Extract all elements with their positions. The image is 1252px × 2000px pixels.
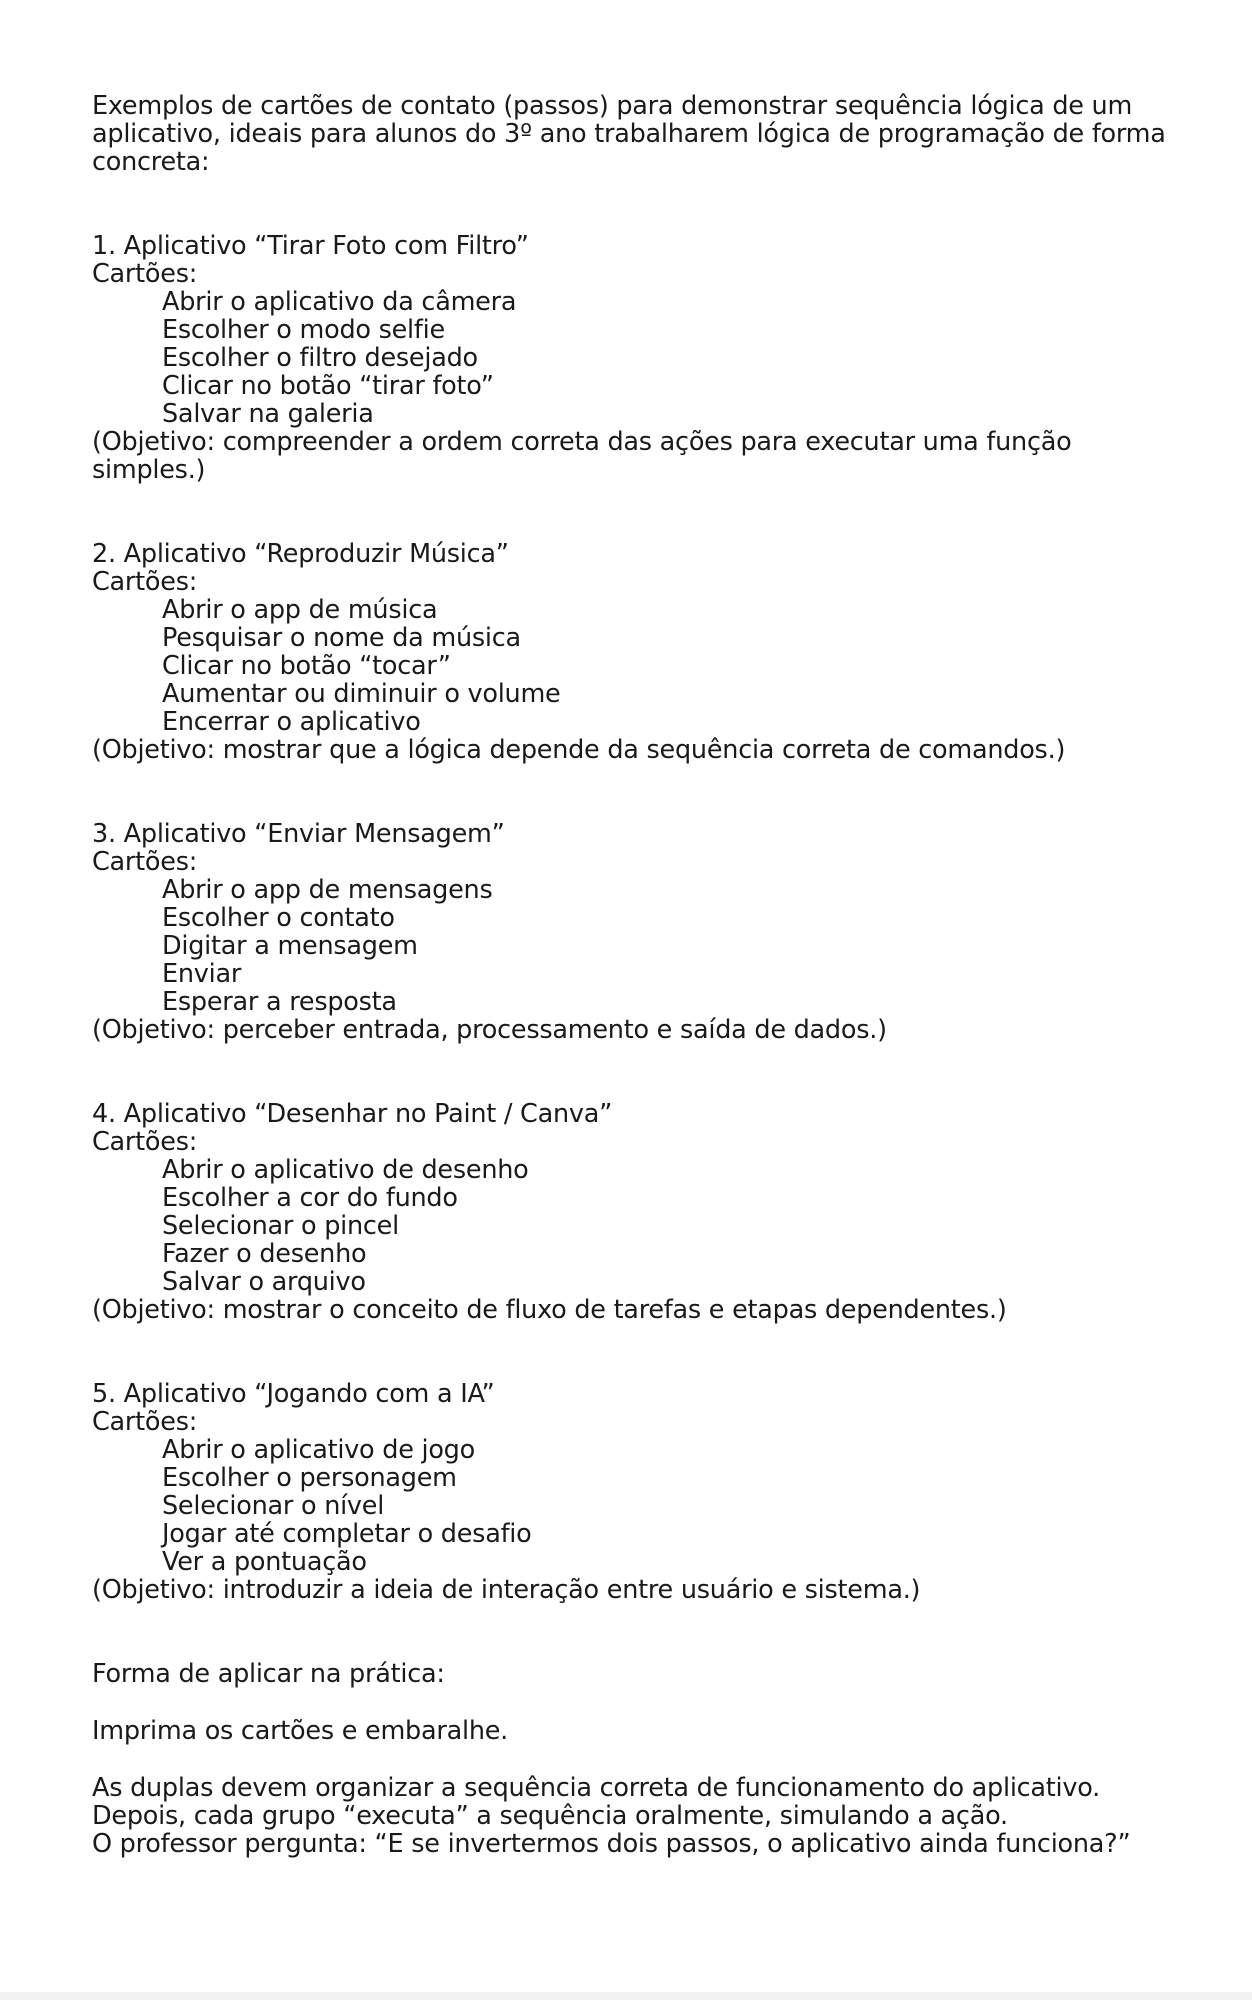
card-item: Clicar no botão “tirar foto” [162, 371, 494, 401]
card-item: Ver a pontuação [162, 1547, 367, 1577]
card-item: Escolher o filtro desejado [162, 343, 478, 373]
card-item: Abrir o aplicativo de jogo [162, 1435, 475, 1465]
intro-paragraph: Exemplos de cartões de contato (passos) para demonstrar sequência lógica de um aplicativo, ideais para alunos do 3º ano trabalharem lógica de programação de forma concreta: [92, 91, 1166, 177]
card-item: Selecionar o pincel [162, 1211, 399, 1241]
document-page [92, 92, 1172, 1858]
card-item: Salvar na galeria [162, 399, 374, 429]
section-title: 5. Aplicativo “Jogando com a IA” [92, 1379, 495, 1409]
practice-section [92, 1660, 1172, 1858]
practice-title: Forma de aplicar na prática: [92, 1659, 445, 1689]
card-item: Clicar no botão “tocar” [162, 651, 451, 681]
card-item: Escolher o modo selfie [162, 315, 445, 345]
card-item: Fazer o desenho [162, 1239, 367, 1269]
practice-line: O professor pergunta: “E se invertermos dois passos, o aplicativo ainda funciona?” [92, 1829, 1131, 1859]
section-app-3 [92, 820, 1172, 1044]
card-item: Escolher a cor do fundo [162, 1183, 458, 1213]
practice-step: Imprima os cartões e embaralhe. [92, 1716, 509, 1746]
cards-label: Cartões: [92, 567, 198, 597]
card-list [92, 596, 1172, 736]
objective: (Objetivo: compreender a ordem correta das ações para executar uma função simples.) [92, 427, 1072, 485]
cards-label: Cartões: [92, 1407, 198, 1437]
objective: (Objetivo: mostrar o conceito de fluxo de tarefas e etapas dependentes.) [92, 1295, 1007, 1325]
card-item: Abrir o app de mensagens [162, 875, 493, 905]
card-item: Escolher o personagem [162, 1463, 457, 1493]
card-list [92, 288, 1172, 428]
card-item: Enviar [162, 959, 242, 989]
section-title: 3. Aplicativo “Enviar Mensagem” [92, 819, 505, 849]
card-item: Abrir o app de música [162, 595, 438, 625]
objective: (Objetivo: introduzir a ideia de interação entre usuário e sistema.) [92, 1575, 921, 1605]
card-item: Aumentar ou diminuir o volume [162, 679, 561, 709]
card-item: Jogar até completar o desafio [162, 1519, 532, 1549]
section-app-5 [92, 1380, 1172, 1604]
card-item: Pesquisar o nome da música [162, 623, 521, 653]
cards-label: Cartões: [92, 847, 198, 877]
objective: (Objetivo: mostrar que a lógica depende da sequência correta de comandos.) [92, 735, 1066, 765]
section-title: 4. Aplicativo “Desenhar no Paint / Canva” [92, 1099, 613, 1129]
section-title: 1. Aplicativo “Tirar Foto com Filtro” [92, 231, 529, 261]
card-item: Selecionar o nível [162, 1491, 385, 1521]
section-app-4 [92, 1100, 1172, 1324]
card-item: Esperar a resposta [162, 987, 397, 1017]
page-bottom-edge [0, 1992, 1252, 2000]
objective: (Objetivo: perceber entrada, processamento e saída de dados.) [92, 1015, 887, 1045]
intro [92, 92, 1172, 176]
section-title: 2. Aplicativo “Reproduzir Música” [92, 539, 509, 569]
practice-line: Depois, cada grupo “executa” a sequência oralmente, simulando a ação. [92, 1801, 1008, 1831]
card-item: Escolher o contato [162, 903, 395, 933]
section-app-1 [92, 232, 1172, 484]
section-app-2 [92, 540, 1172, 764]
card-list [92, 1156, 1172, 1296]
card-list [92, 1436, 1172, 1576]
card-item: Salvar o arquivo [162, 1267, 366, 1297]
card-item: Digitar a mensagem [162, 931, 418, 961]
cards-label: Cartões: [92, 259, 198, 289]
card-list [92, 876, 1172, 1016]
card-item: Abrir o aplicativo de desenho [162, 1155, 529, 1185]
cards-label: Cartões: [92, 1127, 198, 1157]
card-item: Abrir o aplicativo da câmera [162, 287, 517, 317]
card-item: Encerrar o aplicativo [162, 707, 421, 737]
practice-line: As duplas devem organizar a sequência correta de funcionamento do aplicativo. [92, 1773, 1100, 1803]
